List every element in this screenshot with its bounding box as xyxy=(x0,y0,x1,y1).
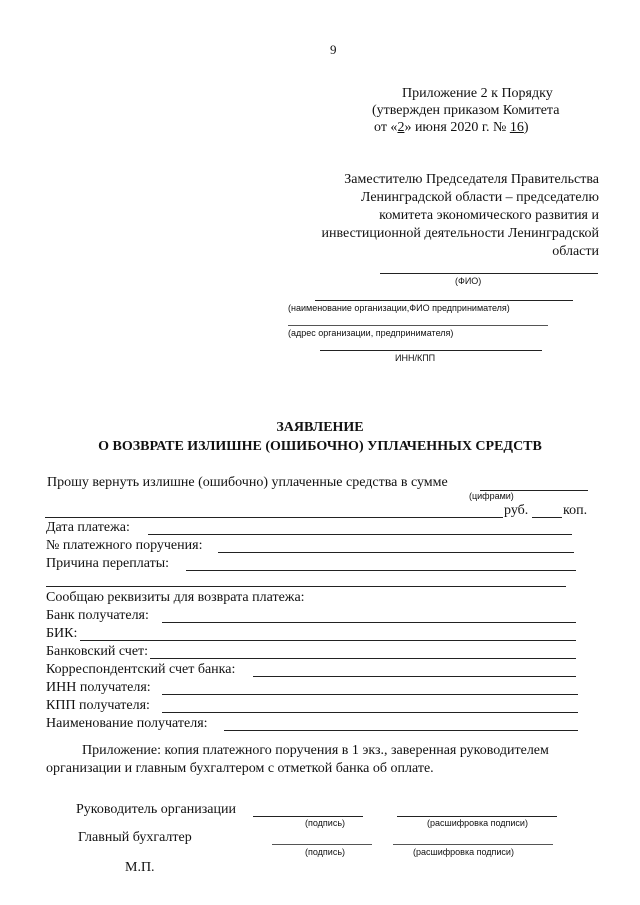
appendix-line-1: Приложение 2 к Порядку xyxy=(402,86,553,101)
bank-account-field[interactable] xyxy=(150,658,576,659)
bank-label: Банк получателя: xyxy=(46,608,149,623)
chief-signature-field[interactable] xyxy=(272,844,372,845)
org-address-hint: (адрес организации, предпринимателя) xyxy=(288,328,454,338)
recipient-name-field[interactable] xyxy=(224,730,578,731)
kpp-label: КПП получателя: xyxy=(46,698,150,713)
page-number: 9 xyxy=(330,42,337,57)
payment-order-field[interactable] xyxy=(218,552,574,553)
addressee-line-2: Ленинградской области – председателю xyxy=(360,190,599,205)
recipient-name-label: Наименование получателя: xyxy=(46,716,208,731)
appendix-line-2: (утвержден приказом Комитета xyxy=(372,103,560,118)
appendix-date-suffix: ) xyxy=(523,120,529,135)
appendix-line-3 xyxy=(374,120,529,136)
head-signature-field[interactable] xyxy=(253,816,363,817)
inn-kpp-line[interactable] xyxy=(320,350,542,351)
bank-account-label: Банковский счет: xyxy=(46,644,149,659)
inn-label: ИНН получателя: xyxy=(46,680,151,695)
addressee-line-5: области xyxy=(552,244,599,259)
attachment-line-1: Приложение: копия платежного поручения в 1 экз., заверенная руководителем xyxy=(82,743,549,758)
head-decoding-field[interactable] xyxy=(397,816,557,817)
appendix-order-number: 16 xyxy=(509,120,524,135)
addressee-line-4: инвестиционной деятельности Ленинградской xyxy=(321,226,599,241)
overpay-reason-field-2[interactable] xyxy=(46,586,566,587)
org-name-line[interactable] xyxy=(315,300,573,301)
document-subtitle: О ВОЗВРАТЕ ИЗЛИШНЕ (ОШИБОЧНО) УПЛАЧЕННЫХ СРЕДСТВ xyxy=(98,439,542,454)
payment-date-label: Дата платежа: xyxy=(46,520,130,535)
chief-decoding-field[interactable] xyxy=(393,844,553,845)
fio-hint: (ФИО) xyxy=(455,276,482,286)
requisites-intro: Сообщаю реквизиты для возврата платежа: xyxy=(46,590,305,605)
org-address-line[interactable] xyxy=(288,325,548,326)
corr-account-field[interactable] xyxy=(253,676,576,677)
appendix-date-mid: » июня 2020 г. № xyxy=(404,120,510,135)
stamp-label: М.П. xyxy=(125,860,155,875)
amount-words-field[interactable] xyxy=(45,517,503,518)
addressee-line-1: Заместителю Председателя Правительства xyxy=(344,172,599,187)
overpay-reason-label: Причина переплаты: xyxy=(46,556,170,571)
request-text: Прошу вернуть излишне (ошибочно) уплаченные средства в сумме xyxy=(47,475,448,490)
fio-line[interactable] xyxy=(380,273,598,274)
bik-field[interactable] xyxy=(80,640,576,641)
payment-order-label: № платежного поручения: xyxy=(46,538,203,553)
kop-field[interactable] xyxy=(532,517,562,518)
digits-hint: (цифрами) xyxy=(469,491,514,501)
kpp-field[interactable] xyxy=(162,712,578,713)
appendix-date-day: 2 xyxy=(397,120,405,135)
chief-signature-hint: (подпись) xyxy=(305,847,346,857)
head-signature-hint: (подпись) xyxy=(305,818,346,828)
org-name-hint: (наименование организации,ФИО предпринимателя) xyxy=(288,303,510,313)
bik-label: БИК: xyxy=(46,626,78,641)
chief-accountant-label: Главный бухгалтер xyxy=(78,830,192,845)
addressee-line-3: комитета экономического развития и xyxy=(379,208,599,223)
appendix-date-prefix: от « xyxy=(374,120,398,135)
rub-label: руб. xyxy=(504,503,529,518)
bank-field[interactable] xyxy=(162,622,576,623)
inn-kpp-hint: ИНН/КПП xyxy=(395,353,436,363)
document-title: ЗАЯВЛЕНИЕ xyxy=(276,420,364,435)
corr-account-label: Корреспондентский счет банка: xyxy=(46,662,236,677)
head-decoding-hint: (расшифровка подписи) xyxy=(427,818,528,828)
overpay-reason-field[interactable] xyxy=(186,570,576,571)
attachment-line-2: организации и главным бухгалтером с отметкой банка об оплате. xyxy=(46,761,434,776)
kop-label: коп. xyxy=(563,503,588,518)
payment-date-field[interactable] xyxy=(148,534,572,535)
inn-field[interactable] xyxy=(162,694,578,695)
head-signature-label: Руководитель организации xyxy=(76,802,236,817)
chief-decoding-hint: (расшифровка подписи) xyxy=(413,847,514,857)
